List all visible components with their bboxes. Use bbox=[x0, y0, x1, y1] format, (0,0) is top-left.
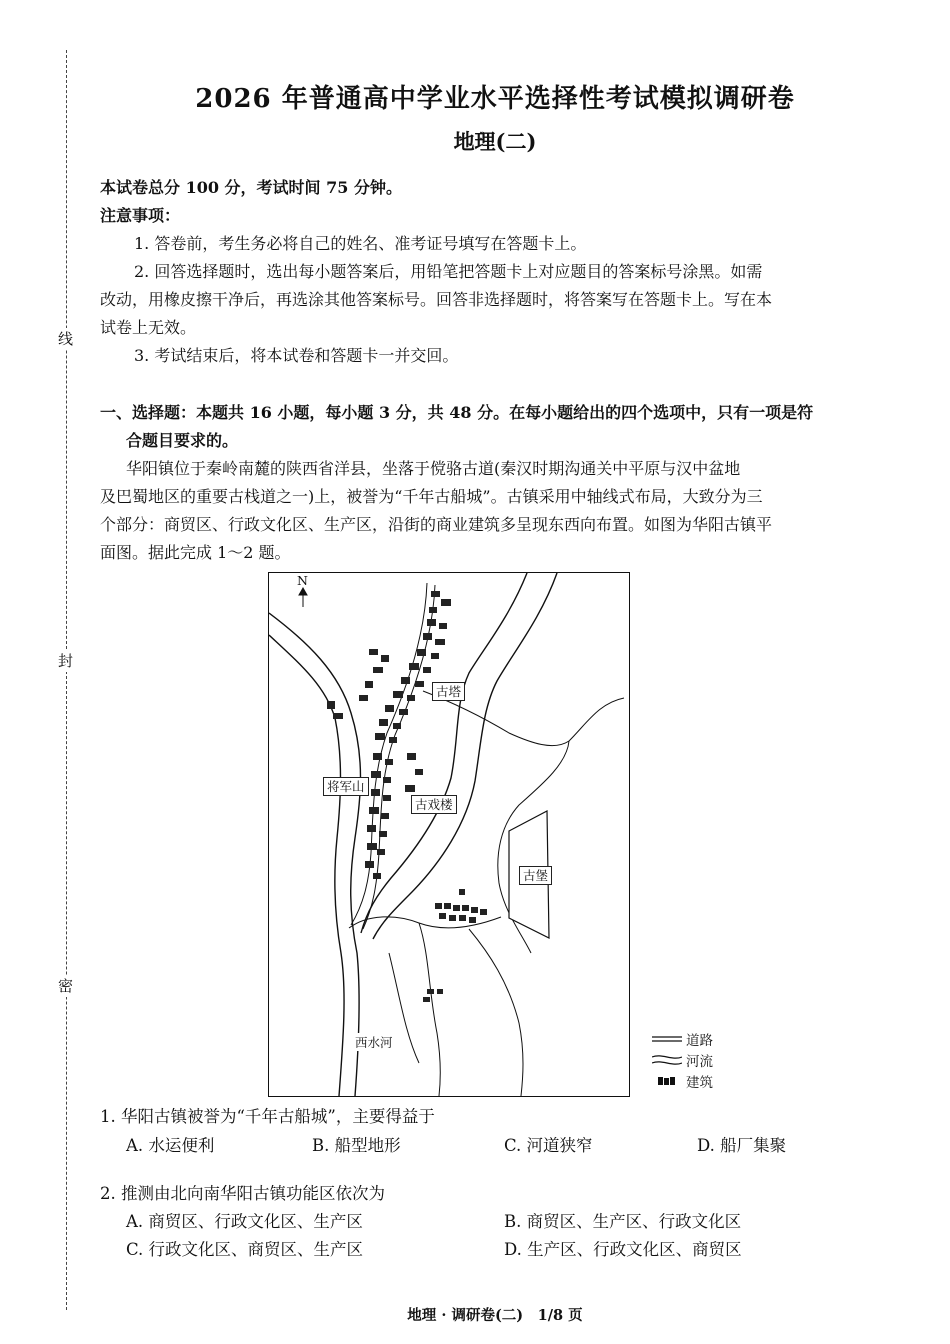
map-label-river: 西水河 bbox=[355, 1035, 393, 1050]
question-2-option-a: A. 商贸区、行政文化区、生产区 bbox=[126, 1212, 363, 1231]
passage-line-3: 个部分：商贸区、行政文化区、生产区，沿街的商业建筑多呈现东西向布置。如图为华阳古镇平 bbox=[100, 515, 773, 534]
question-1-option-c: C. 河道狭窄 bbox=[504, 1136, 593, 1155]
legend-building-label: 建筑 bbox=[686, 1074, 713, 1091]
question-1-option-d: D. 船厂集聚 bbox=[697, 1136, 787, 1155]
question-1-option-a: A. 水运便利 bbox=[126, 1136, 215, 1155]
legend-road-label: 道路 bbox=[686, 1032, 713, 1049]
legend-building bbox=[652, 1070, 713, 1091]
note-2-end: 试卷上无效。 bbox=[100, 318, 197, 337]
binding-dashed-line bbox=[66, 50, 67, 1310]
passage-line-4: 面图。据此完成 1～2 题。 bbox=[100, 543, 291, 562]
binding-mark-xian: 线 bbox=[58, 330, 74, 348]
question-1-option-b: B. 船型地形 bbox=[312, 1136, 401, 1155]
note-2: 2. 回答选择题时，选出每小题答案后，用铅笔把答题卡上对应题目的答案标号涂黑。如需 bbox=[134, 262, 763, 281]
question-2-option-c: C. 行政文化区、商贸区、生产区 bbox=[126, 1240, 364, 1259]
map-label-mountain: 将军山 bbox=[323, 777, 369, 796]
note-2-cont: 改动，用橡皮擦干净后，再选涂其他答案标号。回答非选择题时，将答案写在答题卡上。写在本 bbox=[100, 290, 773, 309]
road-lines bbox=[349, 583, 624, 1096]
binding-mark-mi: 密 bbox=[58, 977, 74, 995]
page-footer: 地理 · 调研卷(二) 1/8 页 bbox=[407, 1307, 583, 1324]
score-line: 本试卷总分 100 分，考试时间 75 分钟。 bbox=[100, 178, 402, 197]
section-heading-cont: 合题目要求的。 bbox=[126, 431, 239, 450]
map-label-fort: 古堡 bbox=[519, 866, 552, 885]
north-label: N bbox=[297, 573, 308, 588]
question-2-option-b: B. 商贸区、生产区、行政文化区 bbox=[504, 1212, 742, 1231]
map-label-theater: 古戏楼 bbox=[411, 795, 457, 814]
exam-title: 2026 年普通高中学业水平选择性考试模拟调研卷 bbox=[195, 84, 795, 114]
passage-line-1: 华阳镇位于秦岭南麓的陕西省洋县，坐落于傥骆古道(秦汉时期沟通关中平原与汉中盆地 bbox=[126, 459, 741, 478]
note-3: 3. 考试结束后，将本试卷和答题卡一并交回。 bbox=[134, 346, 459, 365]
legend-road bbox=[652, 1028, 713, 1049]
binding-mark-feng: 封 bbox=[58, 652, 74, 670]
north-arrow bbox=[299, 588, 307, 607]
passage-line-2: 及巴蜀地区的重要古栈道之一)上，被誉为“千年古船城”。古镇采用中轴线式布局，大致分为三 bbox=[100, 487, 763, 506]
river-symbol-icon bbox=[652, 1053, 682, 1067]
map-label-tower: 古塔 bbox=[432, 682, 465, 701]
building-symbol-icon bbox=[652, 1074, 682, 1088]
question-2-stem: 2. 推测由北向南华阳古镇功能区依次为 bbox=[100, 1184, 385, 1203]
map-legend bbox=[652, 1028, 713, 1091]
notice-heading: 注意事项： bbox=[100, 206, 181, 225]
note-1: 1. 答卷前，考生务必将自己的姓名、准考证号填写在答题卡上。 bbox=[134, 234, 587, 253]
town-map bbox=[268, 572, 630, 1097]
question-2-option-d: D. 生产区、行政文化区、商贸区 bbox=[504, 1240, 742, 1259]
question-1-stem: 1. 华阳古镇被誉为“千年古船城”，主要得益于 bbox=[100, 1107, 435, 1126]
exam-subtitle: 地理(二) bbox=[453, 129, 537, 154]
road-symbol-icon bbox=[652, 1032, 682, 1046]
section-heading: 一、选择题：本题共 16 小题，每小题 3 分，共 48 分。在每小题给出的四个选项中，只有一项是符 bbox=[100, 403, 814, 422]
building-blocks bbox=[327, 591, 487, 1002]
legend-river bbox=[652, 1049, 713, 1070]
legend-river-label: 河流 bbox=[686, 1053, 713, 1070]
town-map-drawing bbox=[269, 573, 629, 1096]
